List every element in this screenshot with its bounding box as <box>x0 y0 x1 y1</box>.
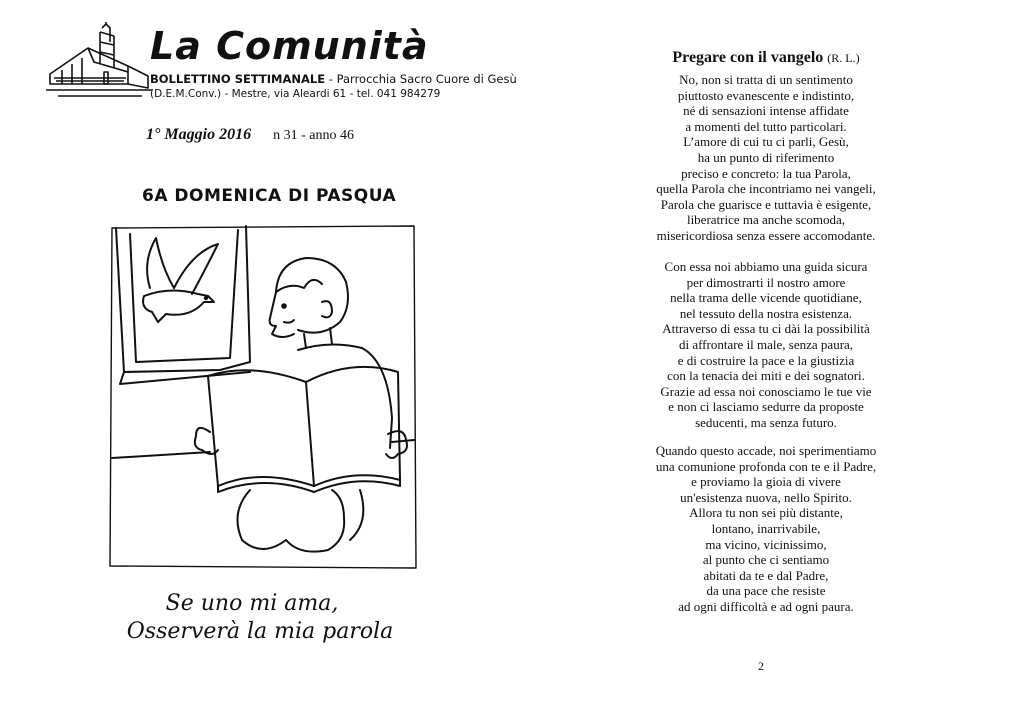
prayer-line: e non ci lasciamo sedurre da proposte <box>668 399 864 415</box>
prayer-line: ha un punto di riferimento <box>697 149 835 165</box>
prayer-line: quella Parola che incontriamo nei vangeli, <box>656 181 876 197</box>
prayer-author: (R. L.) <box>827 51 860 65</box>
prayer-line: liberatrice ma anche scomoda, <box>686 212 846 228</box>
issue-line <box>146 126 354 144</box>
prayer-line: Grazie ad essa noi conosciamo le tue vie <box>660 383 872 399</box>
masthead-address: (D.E.M.Conv.) - Mestre, via Aleardi 61 - tel. 041 984279 <box>150 88 441 100</box>
prayer-stanza-2 <box>616 259 916 431</box>
prayer-line: a momenti del tutto particolari. <box>685 118 847 134</box>
church-drawing-icon <box>44 22 156 102</box>
masthead-title: La Comunità <box>150 24 429 68</box>
prayer-line: No, non si tratta di un sentimento <box>679 72 853 87</box>
prayer-line: Attraverso di essa tu ci dài la possibilità <box>662 321 870 337</box>
prayer-heading <box>616 49 916 67</box>
prayer-line: nel tessuto della nostra esistenza. <box>679 305 853 321</box>
prayer-line: di affrontare il male, senza paura, <box>678 336 854 352</box>
prayer-line: lontano, inarrivabile, <box>711 520 821 536</box>
prayer-line: nella trama delle vicende quotidiane, <box>670 290 862 306</box>
prayer-line: L’amore di cui tu ci parli, Gesù, <box>683 134 849 150</box>
prayer-line: Quando questo accade, noi sperimentiamo <box>655 443 877 458</box>
masthead-subtitle-bold: BOLLETTINO SETTIMANALE <box>150 72 326 86</box>
prayer-line: abitati da te e dal Padre, <box>703 567 829 583</box>
issue-number: n 31 - anno 46 <box>273 128 354 143</box>
child-reading-book-with-dove-illustration <box>100 222 420 572</box>
prayer-stanza-1 <box>616 72 916 244</box>
prayer-line: ad ogni difficoltà e ad ogni paura. <box>678 598 854 614</box>
prayer-line: e proviamo la gioia di vivere <box>691 474 841 490</box>
sunday-title: 6A DOMENICA DI PASQUA <box>142 186 397 206</box>
prayer-line: per dimostrarti il nostro amore <box>686 274 846 290</box>
prayer-line: Allora tu non sei più distante, <box>689 505 843 521</box>
prayer-line: ma vicino, vicinissimo, <box>705 536 827 552</box>
prayer-line: Parola che guarisce e tuttavia è esigente, <box>660 196 872 212</box>
prayer-line: né di sensazioni intense affidate <box>683 103 849 119</box>
prayer-line: preciso e concreto: la tua Parola, <box>681 165 851 181</box>
prayer-line: Con essa noi abbiamo una guida sicura <box>664 259 868 274</box>
verse-line-1: Se uno mi ama, <box>165 591 339 616</box>
masthead-subtitle-rest: - Parrocchia Sacro Cuore di Gesù <box>325 72 517 86</box>
verse-line-2: Osserverà la mia parola <box>126 619 394 644</box>
issue-date: 1° Maggio 2016 <box>146 126 252 143</box>
prayer-line: una comunione profonda con te e il Padre, <box>655 458 877 474</box>
prayer-title: Pregare con il vangelo <box>672 49 824 66</box>
prayer-line: con la tenacia dei miti e dei sognatori. <box>667 368 865 384</box>
prayer-line: da una pace che resiste <box>706 583 826 599</box>
masthead-subtitle <box>150 72 517 86</box>
prayer-line: un'esistenza nuova, nello Spirito. <box>680 489 852 505</box>
prayer-line: misericordiosa senza essere accomodante. <box>656 227 876 243</box>
prayer-line: al punto che ci sentiamo <box>702 552 830 568</box>
prayer-line: piuttosto evanescente e indistinto, <box>677 87 855 103</box>
page-number: 2 <box>758 659 764 673</box>
prayer-stanza-3 <box>616 443 916 615</box>
prayer-line: seducenti, ma senza futuro. <box>695 414 837 430</box>
prayer-line: e di costruire la pace e la giustizia <box>677 352 855 368</box>
